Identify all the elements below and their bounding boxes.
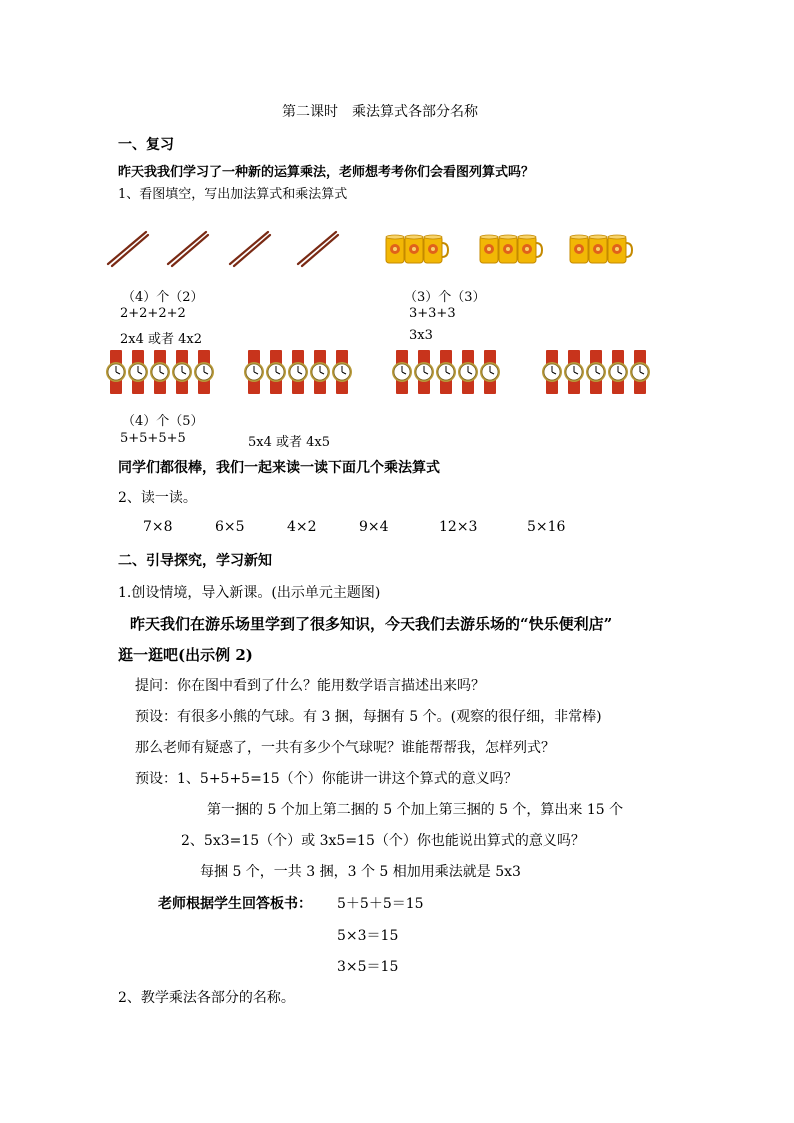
board-equation: 5×3＝15 (337, 928, 399, 944)
scene-text-line-1: 昨天我们在游乐场里学到了很多知识，今天我们去游乐场的“快乐便利店” (130, 615, 613, 633)
meaning-explanation-2: 每捆 5 个，一共 3 捆，3 个 5 相加用乘法就是 5x3 (200, 864, 521, 880)
section-heading-explore: 二、引导探究，学习新知 (118, 553, 272, 569)
cups-addition: 3+3+3 (409, 306, 456, 321)
expression-item: 9×4 (359, 519, 389, 535)
cup-group-icon (386, 235, 448, 263)
expression-item: 4×2 (287, 519, 317, 535)
expression-item: 5×16 (527, 519, 566, 535)
cup-group-icon (480, 235, 542, 263)
teacher-doubt: 那么老师有疑惑了，一共有多少个气球呢？谁能帮帮我，怎样列式？ (135, 740, 555, 756)
preset-answer-3: 2、5x3=15（个）或 3x5=15（个）你也能说出算式的意义吗？ (181, 833, 585, 849)
praise-text: 同学们都很棒，我们一起来读一读下面几个乘法算式 (118, 460, 440, 476)
watches-illustration (104, 350, 664, 394)
board-label: 老师根据学生回答板书： (158, 896, 312, 912)
board-equation: 3×5＝15 (337, 959, 399, 975)
scene-text-line-2: 逛一逛吧(出示例 2) (118, 646, 253, 664)
chopsticks-pair-icon (108, 232, 148, 266)
expression-item: 12×3 (439, 519, 478, 535)
page-title: 第二课时 乘法算式各部分名称 (282, 104, 478, 120)
chopsticks-pair-icon (298, 232, 338, 266)
watches-multiplication: 5x4 或者 4x5 (248, 435, 331, 450)
watch-group-icon (106, 350, 214, 394)
question-2: 2、读一读。 (118, 490, 197, 506)
preset-answer-2: 预设：1、5+5+5=15（个）你能讲一讲这个算式的意义吗？ (135, 771, 518, 787)
watch-group-icon (244, 350, 352, 394)
section-heading-review: 一、复习 (118, 137, 174, 153)
chopsticks-multiplication: 2x4 或者 4x2 (120, 332, 203, 347)
step-1: 1.创设情境，导入新课。(出示单元主题图) (118, 585, 381, 601)
cups-count: （3）个（3） (404, 290, 486, 305)
expression-item: 6×5 (215, 519, 245, 535)
watches-count: （4）个（5） (122, 414, 204, 429)
preset-answer-1: 预设：有很多小熊的气球。有 3 捆，每捆有 5 个。(观察的很仔细，非常棒) (135, 709, 602, 725)
chopsticks-illustration (104, 226, 344, 268)
cups-illustration (384, 232, 650, 268)
watch-group-icon (542, 350, 650, 394)
meaning-explanation-1: 第一捆的 5 个加上第二捆的 5 个加上第三捆的 5 个，算出来 15 个 (207, 802, 624, 818)
expression-item: 7×8 (143, 519, 173, 535)
board-equation: 5＋5＋5＝15 (337, 896, 424, 912)
watch-group-icon (392, 350, 500, 394)
chopsticks-count: （4）个（2） (122, 290, 204, 305)
cups-multiplication: 3x3 (409, 328, 433, 343)
teacher-question: 提问：你在图中看到了什么？能用数学语言描述出来吗？ (135, 678, 485, 694)
watches-addition: 5+5+5+5 (120, 431, 186, 446)
chopsticks-pair-icon (168, 232, 208, 266)
chopsticks-addition: 2+2+2+2 (120, 306, 186, 321)
cup-group-icon (570, 235, 632, 263)
step-2: 2、教学乘法各部分的名称。 (118, 990, 295, 1006)
chopsticks-pair-icon (230, 232, 270, 266)
review-intro: 昨天我我们学习了一种新的运算乘法，老师想考考你们会看图列算式吗？ (118, 165, 535, 180)
question-1: 1、看图填空，写出加法算式和乘法算式 (118, 187, 348, 202)
